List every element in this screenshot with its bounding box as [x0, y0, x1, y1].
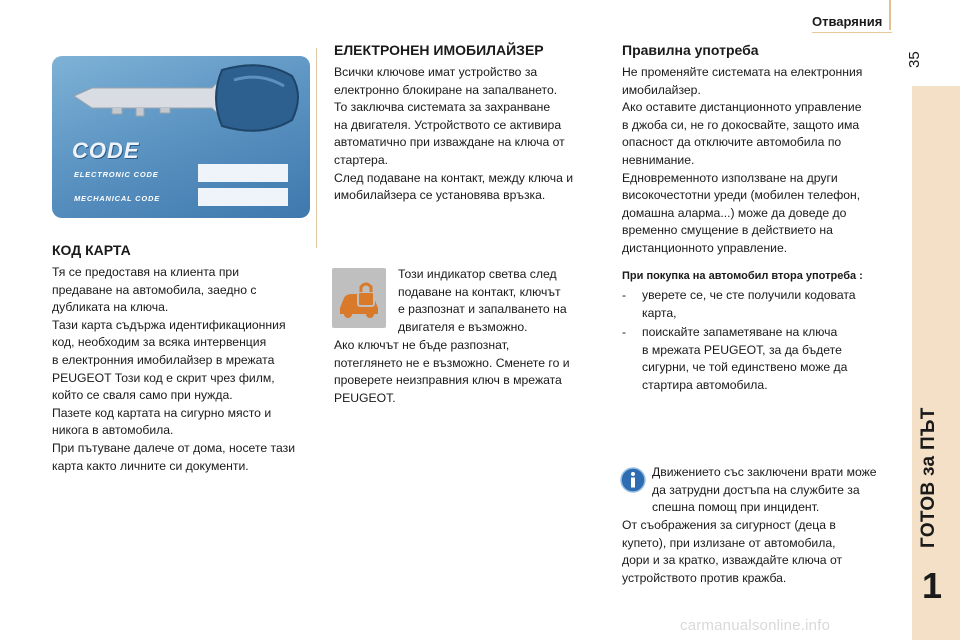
code-card-heading: КОД КАРТА: [52, 242, 131, 258]
watermark: carmanualsonline.info: [680, 617, 831, 634]
list-item: [622, 287, 907, 323]
proper-use-heading: Правилна употреба: [622, 42, 759, 58]
fault-text: Ако ключът не бъде разпознат, потеглянето не е възможно. Сменете го и проверете неизправния ключ в мрежата PEUGEOT.: [334, 338, 570, 405]
chapter-label: ГОТОВ за ПЪТ: [918, 407, 939, 548]
code-card-body: Тя се предоставя на клиента при предаване на автомобила, заедно с дубликата на ключа. Тази карта съдържа идентификационния код, необходим за всяка интервенция в електронния имобилайзер в мрежата PEUGEOT Този код е скрит чрез филм, който се сваля само при нужда. Пазете код картата на сигурно място и никога в автомобила. При пътуване далече от дома, носете тази карта както личните си документи.: [52, 265, 296, 473]
card-mechanical-label: MECHANICAL CODE: [74, 194, 161, 203]
code-card-image: [52, 56, 310, 218]
bullet-text: уверете се, че сте получили кодовата карта,: [642, 288, 856, 320]
list-item: [622, 324, 907, 396]
card-electronic-field: [198, 164, 288, 182]
bullet-dash: -: [622, 288, 627, 302]
info-icon: [620, 466, 646, 494]
card-mechanical-field: [198, 188, 288, 206]
immobiliser-indicator-icon: [332, 268, 386, 328]
card-code-word: CODE: [72, 138, 140, 163]
chapter-number: 1: [922, 565, 943, 606]
immobiliser-heading: ЕЛЕКТРОНЕН ИМОБИЛАЙЗЕР: [334, 42, 544, 58]
used-car-heading: При покупка на автомобил втора употреба :: [622, 270, 863, 282]
section-title: Отваряния: [812, 14, 883, 29]
immobiliser-body: Всички ключове имат устройство за електронно блокиране на запалването. То заключва системата за захранване на двигателя. Устройството се активира автоматично при изваждане на ключа от стартера. След подаване на контакт, между ключа и имобилайзера се установява връзка.: [334, 65, 574, 203]
chapter-side-tab: [912, 86, 960, 640]
info-body: От съображения за сигурност (деца в купето), при излизане от автомобила, дори и за кратко, изваждайте ключа от устройството против кражба.: [622, 518, 843, 585]
bullet-dash: -: [622, 325, 627, 339]
indicator-text: Този индикатор светва след подаване на контакт, ключът е разпознат и запалването на двигателя е възможно.: [398, 267, 567, 334]
proper-use-body: Не променяйте системата на електронния имобилайзер. Ако оставите дистанционното управление в джоба си, не го докосвайте, защото има опасност да отключите автомобила по невнимание. Едновременното използване на други високочестотни уреди (мобилен телефон, домашна аларма...) може да доведе до временно смущение в действието на дистанционното управление.: [622, 65, 863, 255]
info-note: Движението със заключени врати може да затрудни достъпа на службите за спешна помощ при инцидент.: [652, 465, 877, 515]
header-vertical-rule: [889, 0, 891, 30]
header-rule: [812, 32, 892, 33]
column-separator: [316, 48, 317, 248]
page-number: 35: [906, 51, 923, 68]
card-electronic-label: ELECTRONIC CODE: [74, 170, 159, 179]
bullet-text: поискайте запаметяване на ключа в мрежата PEUGEOT, за да бъдете сигурни, че той единствено може да стартира автомобила.: [642, 325, 848, 392]
page-number-wrap: [906, 40, 936, 70]
